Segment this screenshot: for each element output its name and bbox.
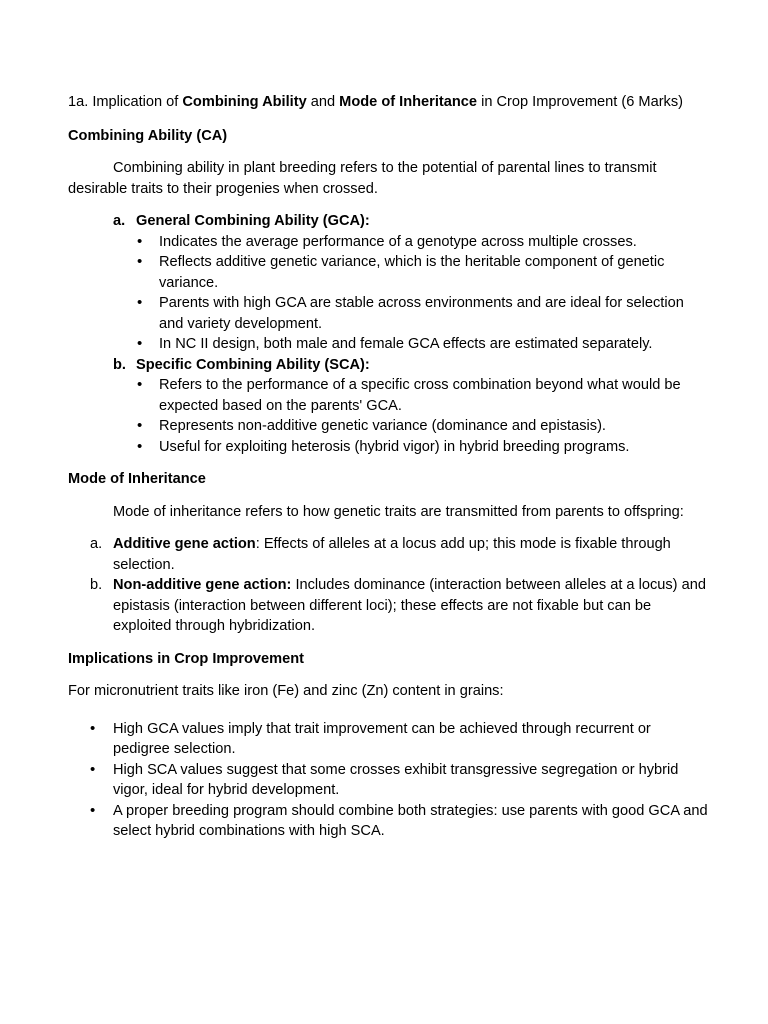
section-heading-combining-ability: Combining Ability (CA): [68, 127, 228, 144]
list-item: • Reflects additive genetic variance, which is the heritable component of genetic variance.: [136, 252, 708, 293]
combining-ability-types: [113, 211, 708, 457]
list-item: • Useful for exploiting heterosis (hybrid vigor) in hybrid breeding programs.: [136, 437, 708, 458]
combining-ability-intro: Combining ability in plant breeding refers to the potential of parental lines to transmit desirable traits to their progenies when crossed.: [68, 160, 657, 197]
document-body: [68, 92, 708, 842]
list-item: • High SCA values suggest that some crosses exhibit transgressive segregation or hybrid vigor, ideal for hybrid development.: [90, 760, 708, 801]
list-item: • Represents non-additive genetic variance (dominance and epistasis).: [136, 416, 708, 437]
section-heading-mode-of-inheritance: Mode of Inheritance: [68, 471, 206, 487]
gca-item: a. General Combining Ability (GCA): • Indicates the average performance of a genotype across multiple crosses. • Reflects additive genetic variance, which is the heritable component of genetic variance. • Parents with high GCA are stable across environments and are ideal for selection and variety development. • In NC II design, both male and female GCA effects are estimated separately.: [113, 211, 708, 355]
sca-label: Specific Combining Ability (SCA):: [136, 356, 370, 373]
list-item: • Indicates the average performance of a genotype across multiple crosses.: [136, 232, 708, 253]
list-item: • High GCA values imply that trait improvement can be achieved through recurrent or pedigree selection.: [90, 719, 708, 760]
list-item: • Refers to the performance of a specific cross combination beyond what would be expected based on the parents' GCA.: [136, 375, 708, 416]
implications-intro: For micronutrient traits like iron (Fe) and zinc (Zn) content in grains:: [68, 683, 504, 699]
implications-bullets: [90, 719, 708, 842]
mode-of-inheritance-intro: Mode of inheritance refers to how genetic traits are transmitted from parents to offspring:: [113, 503, 684, 520]
sca-item: b. Specific Combining Ability (SCA): • Refers to the performance of a specific cross combination beyond what would be expected based on the parents' GCA. • Represents non-additive genetic variance (dominance and epistasis). • Useful for exploiting heterosis (hybrid vigor) in hybrid breeding programs.: [113, 355, 708, 458]
gca-bullets: [136, 232, 708, 355]
sca-bullets: [136, 375, 708, 457]
list-item: • Parents with high GCA are stable across environments and are ideal for selection and variety development.: [136, 293, 708, 334]
gene-action-list: [90, 534, 708, 637]
list-item: a. Additive gene action: Effects of alleles at a locus add up; this mode is fixable through selection.: [90, 536, 671, 573]
list-item: • In NC II design, both male and female GCA effects are estimated separately.: [136, 334, 708, 355]
list-item: b. Non-additive gene action: Includes dominance (interaction between alleles at a locus) and epistasis (interaction between different loci); these effects are not fixable but can be exploited through hybridization.: [90, 577, 706, 634]
gca-label: General Combining Ability (GCA):: [136, 213, 370, 229]
question-title: 1a. Implication of Combining Ability and Mode of Inheritance in Crop Improvement (6 Marks): [68, 94, 684, 110]
section-heading-implications: Implications in Crop Improvement: [68, 650, 304, 667]
list-item: • A proper breeding program should combine both strategies: use parents with good GCA and select hybrid combinations with high SCA.: [90, 801, 708, 842]
